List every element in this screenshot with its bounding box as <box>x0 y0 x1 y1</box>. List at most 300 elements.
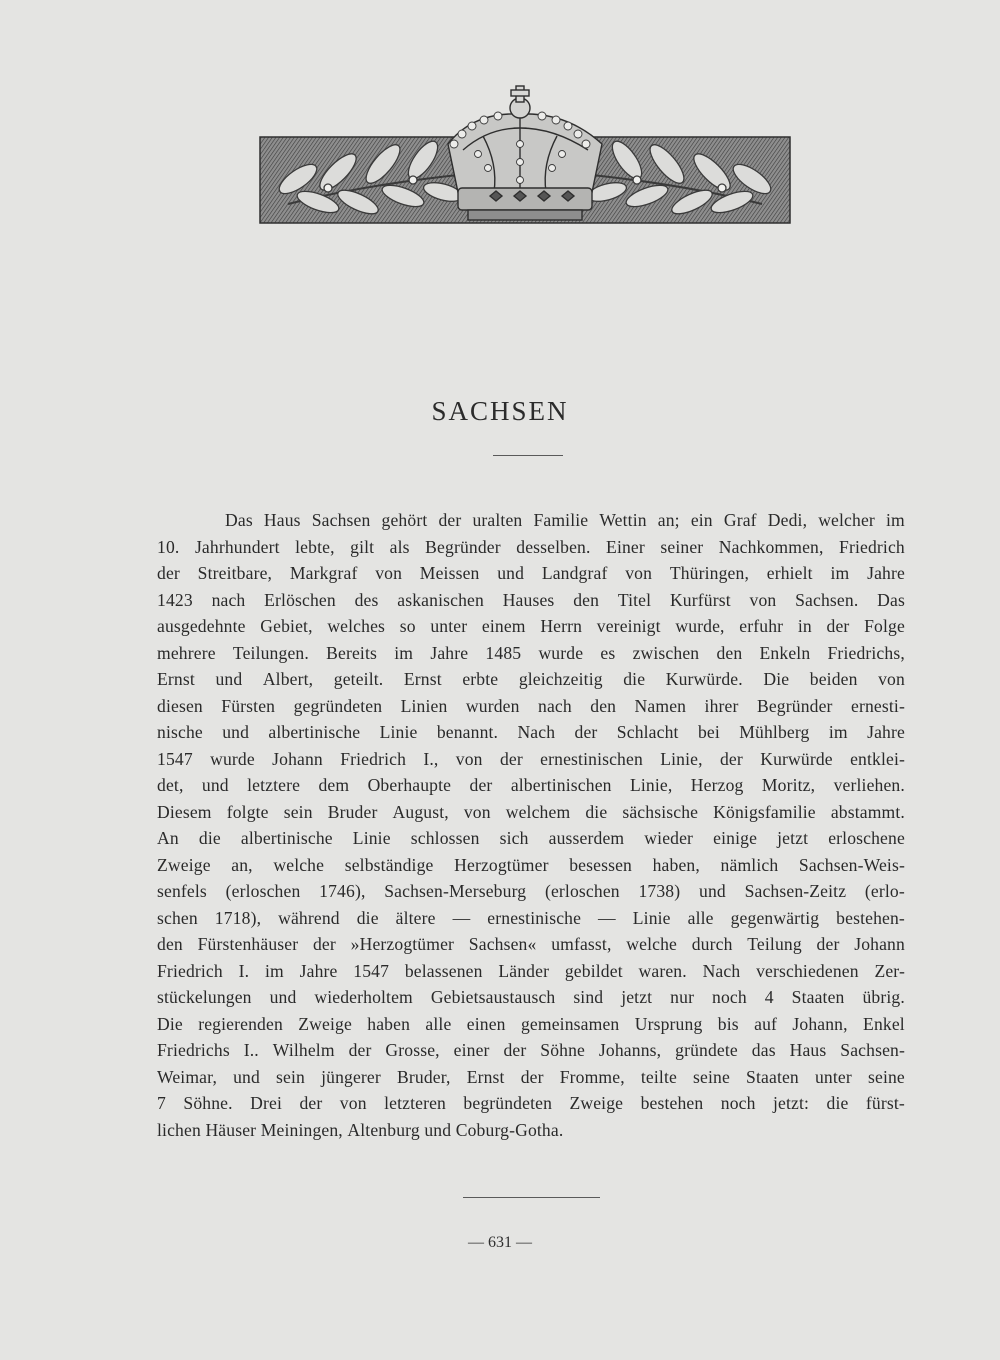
word: schen <box>157 907 198 928</box>
word: Teilung <box>747 934 802 954</box>
word: ernestinische <box>487 907 582 928</box>
word: ältere <box>395 907 436 928</box>
word: in <box>797 616 812 636</box>
word: Friedrich <box>839 536 905 557</box>
word: der <box>299 1093 323 1113</box>
word: und <box>699 881 726 901</box>
word: ihrer <box>704 695 739 716</box>
word: 1738) <box>638 881 681 901</box>
paragraph-line <box>157 746 905 773</box>
word: und <box>222 722 250 742</box>
word: den <box>157 934 183 954</box>
word: im <box>830 563 850 583</box>
word: Titel <box>617 589 652 610</box>
word: und <box>424 1119 456 1140</box>
word: teilte <box>640 1066 677 1087</box>
word: der <box>157 563 180 583</box>
word: sich <box>499 828 529 848</box>
word: den <box>573 589 600 610</box>
word: Erlöschen <box>264 589 336 610</box>
word: Diesem <box>157 801 212 822</box>
word: Gebietsaustausch <box>430 987 556 1007</box>
word: der <box>816 934 840 954</box>
word: Enkeln <box>759 642 811 663</box>
word: nach <box>538 695 572 716</box>
paragraph-line <box>157 719 905 746</box>
word: Moritz, <box>761 775 816 795</box>
paragraph-line <box>157 905 905 932</box>
word: Das <box>877 589 905 610</box>
paragraph-line <box>157 613 905 640</box>
word: An <box>157 828 179 848</box>
word: jetzt <box>621 987 653 1007</box>
word: Sachsen« <box>468 934 537 954</box>
paragraph-line <box>157 825 905 852</box>
paragraph-line <box>157 958 905 985</box>
word: 1746), <box>319 881 366 901</box>
word: Sachsen- <box>840 1040 905 1060</box>
paragraph-line <box>157 931 905 958</box>
word: wurde, <box>675 616 725 636</box>
word: vereinigt <box>596 616 661 636</box>
word: Friedrich <box>157 960 223 981</box>
word: von <box>749 589 777 610</box>
word: Folge <box>864 616 905 636</box>
word: Herzogtümer <box>454 854 549 875</box>
word: Markgraf <box>289 563 358 583</box>
word: Thüringen, <box>669 563 749 583</box>
word: unter <box>430 616 468 636</box>
word: der <box>826 616 850 636</box>
word: Graf <box>723 510 757 530</box>
paragraph-line <box>157 984 905 1011</box>
word: selbständige <box>344 854 434 875</box>
word: Linie, <box>660 748 703 769</box>
word: Sachsen. <box>795 589 859 610</box>
word: einen <box>466 1013 506 1034</box>
word: (erlo- <box>864 881 905 901</box>
word: als <box>389 536 410 557</box>
word: wurde <box>538 642 584 663</box>
word: Söhne. <box>183 1093 233 1113</box>
word: Landgraf <box>541 563 608 583</box>
word: Häuser <box>205 1119 261 1140</box>
word: lebte, <box>295 536 335 557</box>
word: wurden <box>465 695 520 716</box>
word: Gebiet, <box>260 616 313 636</box>
word: dem <box>318 775 350 795</box>
word: ernesti- <box>851 695 905 716</box>
word: unter <box>814 1066 852 1087</box>
word: umfasst, <box>551 934 612 954</box>
word: Namen <box>634 695 687 716</box>
word: gemeinsamen <box>520 1013 620 1034</box>
word: det, <box>157 775 184 795</box>
word: Sachsen <box>311 510 371 530</box>
word: der <box>719 748 743 769</box>
word: verschiedenen <box>756 960 859 981</box>
word: gegründeten <box>293 695 383 716</box>
word: Johann <box>854 934 905 954</box>
word: und <box>497 563 525 583</box>
word: im <box>828 722 848 742</box>
word: von <box>455 748 483 769</box>
word: Jahre <box>299 960 338 981</box>
word: 10. <box>157 536 180 557</box>
word: Bereits <box>326 642 378 663</box>
word: welche <box>273 854 325 875</box>
word: regierenden <box>198 1013 283 1034</box>
page-number: — 631 — <box>468 1234 532 1251</box>
paragraph-line <box>157 1011 905 1038</box>
word: stückelungen <box>157 987 252 1007</box>
word: schlossen <box>410 828 480 848</box>
word: im <box>264 960 284 981</box>
word: Ursprung <box>634 1013 703 1034</box>
word: nur <box>670 987 695 1007</box>
word: gehört <box>381 510 428 530</box>
word: welchem <box>505 801 571 822</box>
word: der <box>499 748 523 769</box>
word: Das <box>225 510 253 530</box>
word: nach <box>211 589 246 610</box>
word: der <box>438 510 462 530</box>
word: an, <box>231 854 253 875</box>
word: ein <box>690 510 713 530</box>
word: Altenburg <box>347 1119 425 1140</box>
paragraph-line <box>157 587 905 614</box>
word: die <box>585 801 608 822</box>
word: gilt <box>350 536 375 557</box>
word: Zweige <box>157 854 211 875</box>
word: der <box>574 722 598 742</box>
word: erhielt <box>766 563 813 583</box>
word: Linie <box>632 907 671 928</box>
word: ausserdem <box>548 828 625 848</box>
paragraph-line <box>157 640 905 667</box>
word: Jahrhundert <box>194 536 280 557</box>
word: albertinische <box>240 828 333 848</box>
word: Jahre <box>867 722 905 742</box>
word: gründete <box>675 1040 738 1060</box>
word: 1485 <box>485 642 522 663</box>
word: beiden <box>809 669 858 689</box>
word: wieder <box>644 828 694 848</box>
word: ausgedehnte <box>157 616 246 636</box>
word: mehrere <box>157 642 216 663</box>
word: 1547 <box>157 748 193 769</box>
word: gebildet <box>564 960 623 981</box>
crown-icon <box>258 84 792 226</box>
paragraph-line <box>157 878 905 905</box>
word: erbte <box>462 669 499 689</box>
word: letzteren <box>384 1093 446 1113</box>
word: wiederholtem <box>314 987 413 1007</box>
page-title: SACHSEN <box>431 396 569 427</box>
word: Bruder, <box>397 1066 451 1087</box>
word: der <box>503 1040 527 1060</box>
word: seine <box>693 1066 730 1087</box>
word: die <box>356 907 379 928</box>
word: Meissen <box>419 563 480 583</box>
word: Staaten <box>791 987 845 1007</box>
word: I. <box>238 960 250 981</box>
word: nische <box>157 722 203 742</box>
paragraph-line <box>157 560 905 587</box>
word: haben <box>367 1013 411 1034</box>
word: Sachsen-Merseburg <box>384 881 527 901</box>
paragraph-line <box>157 1037 905 1064</box>
word: Enkel <box>863 1013 905 1034</box>
word: an; <box>657 510 680 530</box>
paragraph-line <box>157 666 905 693</box>
word: Sachsen-Zeitz <box>744 881 847 901</box>
word: Linie <box>352 828 391 848</box>
word: letztere <box>247 775 301 795</box>
word: Grosse, <box>385 1040 440 1060</box>
word: Linien <box>400 695 448 716</box>
word: gleichzeitig <box>518 669 603 689</box>
word: Bruder <box>327 801 378 822</box>
paragraph-line <box>157 852 905 879</box>
word: während <box>278 907 340 928</box>
word: Fürsten <box>221 695 276 716</box>
word: Albert, <box>262 669 314 689</box>
word: und <box>269 987 297 1007</box>
word: die <box>198 828 221 848</box>
word: jetzt: <box>773 1093 810 1113</box>
word: waren. <box>638 960 687 981</box>
word: wurde <box>210 748 255 769</box>
word: jetzt <box>777 828 809 848</box>
word: Wilhelm <box>272 1040 335 1060</box>
word: 1718), <box>214 907 262 928</box>
word: askanischen <box>397 589 484 610</box>
word: den <box>590 695 617 716</box>
word: ernestinischen <box>540 748 643 769</box>
word: (erloschen <box>544 881 620 901</box>
word: Linie, <box>629 775 673 795</box>
word: bestehen- <box>836 907 905 928</box>
word: seiner <box>660 536 704 557</box>
word: Söhne <box>540 1040 586 1060</box>
word: albertinischen <box>510 775 612 795</box>
word: Herrn <box>540 616 583 636</box>
word: im <box>394 642 414 663</box>
word: 1547 <box>353 960 390 981</box>
word: durch <box>691 934 733 954</box>
word: Einer <box>606 536 645 557</box>
word: Johann, <box>792 1013 848 1034</box>
word: welches <box>327 616 386 636</box>
word: Länder <box>498 960 550 981</box>
word: (erloschen <box>225 881 301 901</box>
word: Jahre <box>867 563 905 583</box>
word: geteilt. <box>333 669 384 689</box>
word: Nach <box>517 722 556 742</box>
body-paragraph <box>157 507 905 1143</box>
word: sein <box>276 1066 305 1087</box>
word: I.. <box>243 1040 259 1060</box>
word: Friedrichs <box>157 1040 230 1060</box>
word: von <box>339 1093 367 1113</box>
paragraph-line <box>157 799 905 826</box>
word: das <box>751 1040 776 1060</box>
word: sächsische <box>622 801 699 822</box>
word: Familie <box>533 510 589 530</box>
word: im <box>886 510 905 530</box>
word: Begründer <box>425 536 501 557</box>
word: zwischen <box>632 642 700 663</box>
word: erfuhr <box>739 616 784 636</box>
word: albertinische <box>268 722 361 742</box>
word: so <box>399 616 416 636</box>
word: uralten <box>472 510 523 530</box>
word: August, <box>392 801 449 822</box>
word: der <box>312 934 336 954</box>
word: — <box>598 907 616 928</box>
word: jüngerer <box>321 1066 381 1087</box>
word: Weimar, <box>157 1066 217 1087</box>
word: begründeten <box>463 1093 553 1113</box>
word: folgte <box>226 801 269 822</box>
word: Die <box>157 1013 183 1034</box>
word: Johann <box>272 748 323 769</box>
word: seine <box>867 1066 905 1087</box>
word: Haus <box>263 510 301 530</box>
paragraph-line <box>157 1064 905 1091</box>
word: Sachsen-Weis- <box>798 854 905 875</box>
word: Linie <box>379 722 418 742</box>
word: senfels <box>157 881 207 901</box>
word: von <box>463 801 491 822</box>
word: Zweige <box>298 1013 352 1034</box>
word: und <box>215 669 243 689</box>
word: 4 <box>764 987 774 1007</box>
word: Ernst <box>466 1066 505 1087</box>
word: der <box>348 1040 372 1060</box>
word: bis <box>717 1013 739 1034</box>
word: Zweige <box>569 1093 624 1113</box>
word: Drei <box>250 1093 282 1113</box>
word: Königsfamilie <box>713 801 816 822</box>
word: Begründer <box>756 695 833 716</box>
word: Staaten <box>746 1066 799 1087</box>
word: noch <box>720 1093 756 1113</box>
word: »Herzogtümer <box>350 934 455 954</box>
word: Friedrich <box>340 748 407 769</box>
word: Nachkommen, <box>718 536 824 557</box>
word: auf <box>754 1013 778 1034</box>
word: nämlich <box>720 854 779 875</box>
word: es <box>600 642 616 663</box>
word: einem <box>481 616 526 636</box>
word: einige <box>713 828 758 848</box>
word: Fromme, <box>559 1066 625 1087</box>
word: Zer- <box>874 960 905 981</box>
paragraph-line <box>157 507 905 534</box>
word: sind <box>573 987 604 1007</box>
word: Hauses <box>502 589 555 610</box>
word: — <box>452 907 471 928</box>
footer-divider <box>463 1197 600 1198</box>
word: und <box>233 1066 260 1087</box>
word: von <box>878 669 905 689</box>
word: haben, <box>652 854 700 875</box>
word: welche <box>626 934 677 954</box>
word: die <box>623 669 646 689</box>
word: alle <box>687 907 714 928</box>
word: welcher <box>818 510 875 530</box>
word: besessen <box>569 854 632 875</box>
word: von <box>625 563 653 583</box>
word: Ernst <box>157 669 195 689</box>
word: übrig. <box>862 987 905 1007</box>
word: Wettin <box>599 510 647 530</box>
word: Jahre <box>430 642 469 663</box>
word: sein <box>283 801 313 822</box>
word: Mühlberg <box>739 722 810 742</box>
word: Herzog <box>690 775 744 795</box>
word: bei <box>697 722 720 742</box>
word: Streitbare, <box>197 563 273 583</box>
word: abstammt. <box>830 801 905 822</box>
word: Friedrichs, <box>827 642 905 663</box>
word: belassenen <box>404 960 483 981</box>
word: von <box>375 563 403 583</box>
word: Die <box>763 669 790 689</box>
word: bestehen <box>640 1093 704 1113</box>
paragraph-line <box>157 693 905 720</box>
word: fürst- <box>865 1093 905 1113</box>
word: Kurwürde. <box>665 669 743 689</box>
word: entklei- <box>850 748 905 769</box>
word: benannt. <box>436 722 499 742</box>
word: Johanns, <box>598 1040 662 1060</box>
word: Haus <box>789 1040 827 1060</box>
word: Oberhaupte <box>367 775 452 795</box>
word: Ernst <box>403 669 442 689</box>
word: und <box>201 775 229 795</box>
word: verliehen. <box>833 775 905 795</box>
word: Schlacht <box>616 722 679 742</box>
paragraph-line <box>157 772 905 799</box>
word: gegenwärtig <box>730 907 820 928</box>
word: Meiningen, <box>260 1119 348 1140</box>
word: lichen <box>157 1119 206 1140</box>
word: alle <box>425 1013 452 1034</box>
paragraph-line <box>157 534 905 561</box>
word: der <box>469 775 493 795</box>
word: die <box>826 1093 849 1113</box>
crown-laurel-ornament <box>258 84 792 226</box>
word: desselben. <box>516 536 591 557</box>
word: Dedi, <box>767 510 808 530</box>
word: des <box>354 589 379 610</box>
word: I., <box>423 748 439 769</box>
word: 7 <box>157 1093 166 1113</box>
word: Coburg-Gotha. <box>455 1119 564 1140</box>
word: Kurfürst <box>669 589 731 610</box>
word: Nach <box>702 960 741 981</box>
title-divider <box>493 455 563 456</box>
word: einer <box>453 1040 490 1060</box>
paragraph-line <box>157 1090 905 1117</box>
word: diesen <box>157 695 203 716</box>
word: den <box>716 642 743 663</box>
word: Fürstenhäuser <box>197 934 299 954</box>
word: Kurwürde <box>760 748 833 769</box>
